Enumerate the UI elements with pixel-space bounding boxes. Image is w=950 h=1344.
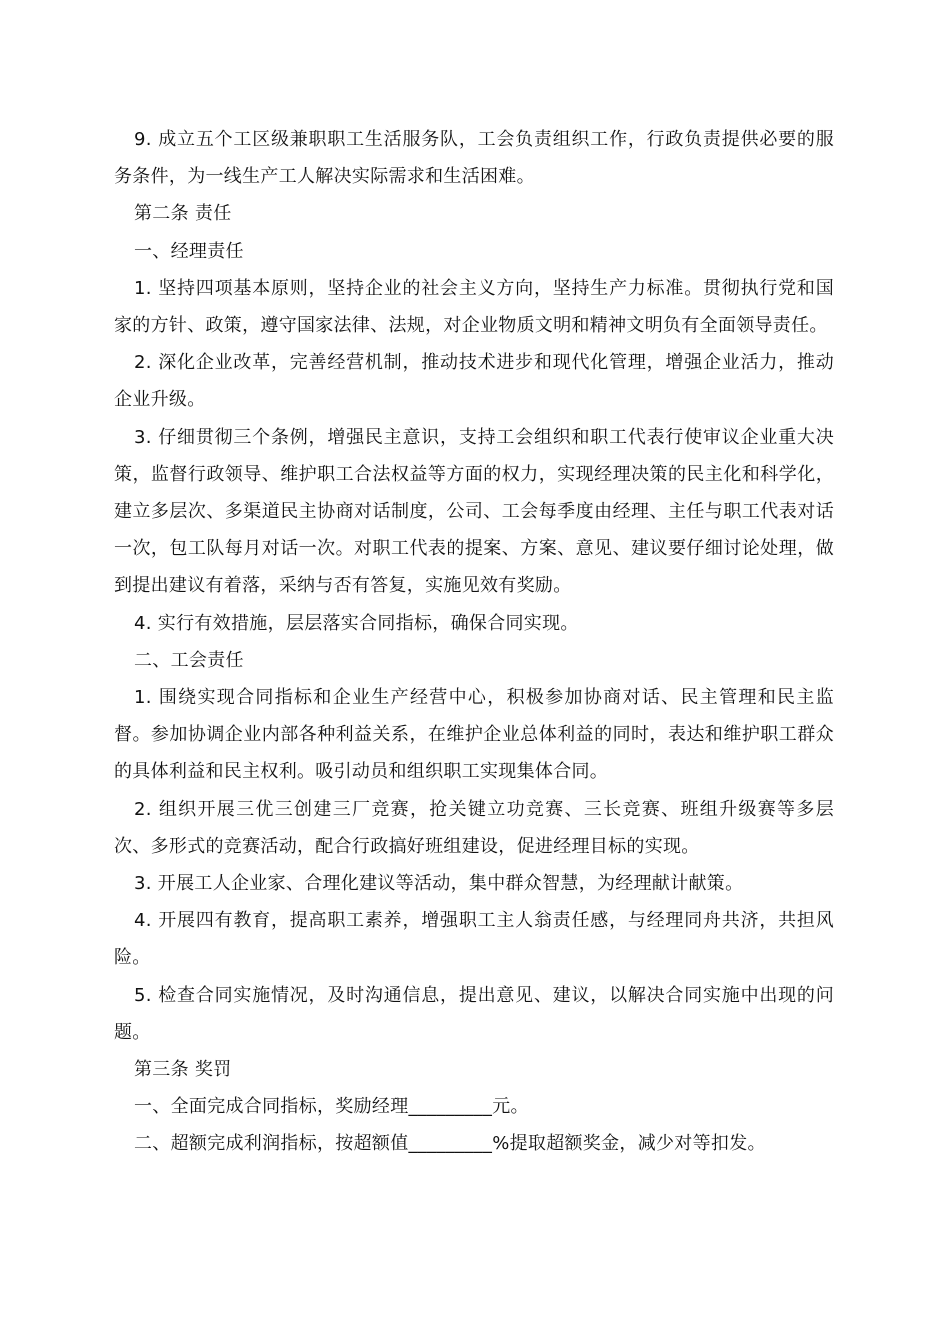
- union-item-5: 5. 检查合同实施情况，及时沟通信息，提出意见、建议，以解决合同实施中出现的问题。: [114, 984, 834, 1043]
- manager-item-1: 1. 坚持四项基本原则，坚持企业的社会主义方向，坚持生产力标准。贯彻执行党和国家的方针、政策，遵守国家法律、法规，对企业物质文明和精神文明负有全面领导责任。: [114, 277, 834, 337]
- manager-item-2: 2. 深化企业改革，完善经营机制，推动技术进步和现代化管理，增强企业活力，推动企业升级。: [114, 352, 834, 411]
- clause-item-9-service-team: 9. 成立五个工区级兼职职工生活服务队，工会负责组织工作，行政负责提供必要的服务条件，为一线生产工人解决实际需求和生活困难。: [114, 129, 834, 188]
- union-item-4: 4. 开展四有教育，提高职工素养，增强职工主人翁责任感，与经理同舟共济，共担风险。: [114, 910, 834, 969]
- union-item-2: 2. 组织开展三优三创建三厂竞赛，抢关键立功竞赛、三长竞赛、班组升级赛等多层次、多形式的竞赛活动，配合行政搞好班组建设，促进经理目标的实现。: [114, 798, 834, 857]
- reward-item-1: 一、全面完成合同指标，奖励经理_________元。: [134, 1096, 529, 1118]
- section-union-responsibility-heading: 二、工会责任: [134, 649, 244, 671]
- document-body: [114, 121, 834, 1163]
- manager-item-3: 3. 仔细贯彻三个条例，增强民主意识，支持工会组织和职工代表行使审议企业重大决策，监督行政领导、维护职工合法权益等方面的权力，实现经理决策的民主化和科学化，建立多层次、多渠道民主协商对话制度，公司、工会每季度由经理、主任与职工代表对话一次，包工队每月对话一次。对职工代表的提案、方案、意见、建议要仔细讨论处理，做到提出建议有着落，采纳与否有答复，实施见效有奖励。: [114, 426, 834, 597]
- article-3-heading: 第三条 奖罚: [134, 1059, 232, 1081]
- manager-item-4: 4. 实行有效措施，层层落实合同指标，确保合同实现。: [134, 612, 579, 634]
- union-item-1: 1. 围绕实现合同指标和企业生产经营中心，积极参加协商对话、民主管理和民主监督。参加协调企业内部各种利益关系，在维护企业总体利益的同时，表达和维护职工群众的具体利益和民主权利。吸引动员和组织职工实现集体合同。: [114, 687, 834, 783]
- section-manager-responsibility-heading: 一、经理责任: [134, 240, 244, 262]
- article-2-heading: 第二条 责任: [134, 203, 232, 225]
- union-item-3: 3. 开展工人企业家、合理化建议等活动，集中群众智慧，为经理献计献策。: [134, 873, 744, 895]
- reward-item-2: 二、超额完成利润指标，按超额值_________%提取超额奖金，减少对等扣发。: [134, 1133, 766, 1155]
